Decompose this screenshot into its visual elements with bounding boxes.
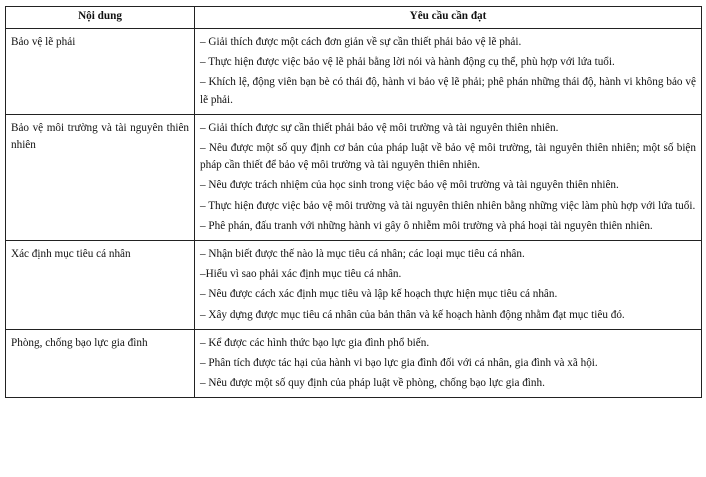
requirement-item: – Nêu được cách xác định mục tiêu và lập kế hoạch thực hiện mục tiêu cá nhân. [200,288,558,301]
requirement-item: – Nêu được một số quy định của pháp luật về phòng, chống bạo lực gia đình. [200,377,545,390]
requirement-item: – Giải thích được một cách đơn giản về sự cần thiết phải bảo vệ lẽ phải. [200,36,522,48]
requirements-cell [195,29,702,115]
requirements-cell [195,329,702,398]
requirement-item: – Thực hiện được việc bảo vệ môi trường và tài nguyên thiên nhiên bằng những việc làm phù hợp với lứa tuổi. [200,199,696,212]
curriculum-table [5,6,702,398]
requirement-item: – Thực hiện được việc bảo vệ lẽ phải bằng lời nói và hành động cụ thể, phù hợp với lứa tuổi. [200,56,615,69]
topic-cell: Bảo vệ môi trường và tài nguyên thiên nhiên [6,114,195,240]
table-row [6,329,702,398]
table-row [6,29,702,115]
requirement-item: – Khích lệ, động viên bạn bè có thái độ, hành vi bảo vệ lẽ phải; phê phán những thái độ, hành vi không bảo vệ lẽ phải. [200,76,696,106]
table-row [6,241,702,330]
table-row [6,114,702,240]
topic-cell: Bảo vệ lẽ phải [6,29,195,115]
requirement-item: – Nhận biết được thế nào là mục tiêu cá nhân; các loại mục tiêu cá nhân. [200,248,525,261]
header-content: Nội dung [6,7,195,29]
requirements-cell [195,114,702,240]
requirement-item: – Kể được các hình thức bạo lực gia đình phổ biến. [200,336,430,349]
requirements-cell [195,241,702,330]
topic-cell: Phòng, chống bạo lực gia đình [6,329,195,398]
topic-cell: Xác định mục tiêu cá nhân [6,241,195,330]
requirement-item: – Nêu được một số quy định cơ bản của pháp luật về bảo vệ môi trường, tài nguyên thiên nhiên; một số biện pháp cần thiết để bảo vệ môi trường và tài nguyên thiên nhiên. [200,142,696,172]
requirement-item: – Nêu được trách nhiệm của học sinh trong việc bảo vệ môi trường và tài nguyên thiên nhiên. [200,179,619,192]
requirement-item: –Hiểu vì sao phải xác định mục tiêu cá nhân. [200,268,402,281]
requirement-item: – Giải thích được sự cần thiết phải bảo vệ môi trường và tài nguyên thiên nhiên. [200,121,559,134]
table-header-row [6,7,702,29]
requirement-item: – Phân tích được tác hại của hành vi bạo lực gia đình đối với cá nhân, gia đình và xã hội. [200,357,598,370]
header-requirements: Yêu cầu cần đạt [195,7,702,29]
requirement-item: – Xây dựng được mục tiêu cá nhân của bản thân và kế hoạch hành động nhằm đạt mục tiêu đó. [200,308,625,321]
requirement-item: – Phê phán, đấu tranh với những hành vi gây ô nhiễm môi trường và phá hoại tài nguyên thiên nhiên. [200,219,653,232]
